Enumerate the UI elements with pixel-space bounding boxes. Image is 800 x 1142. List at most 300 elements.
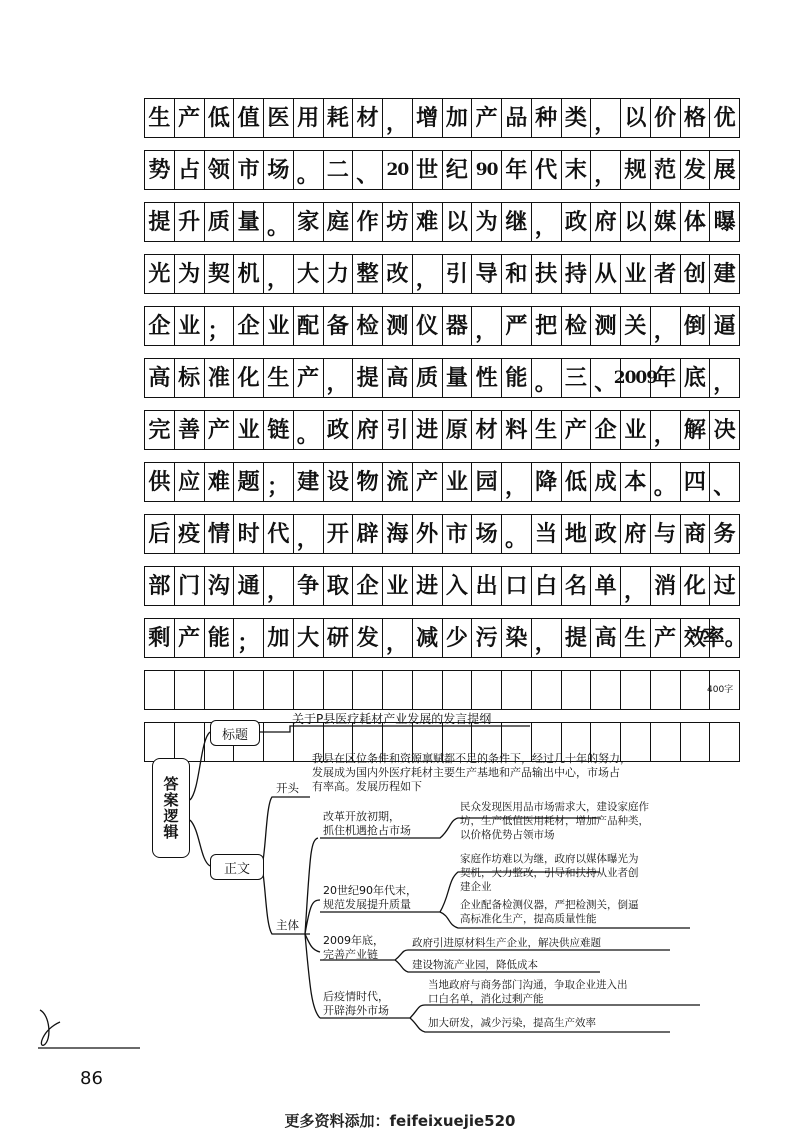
grid-cell: 流 (383, 463, 413, 501)
grid-cell: 业 (175, 307, 205, 345)
grid-cell: 年 (502, 151, 532, 189)
grid-cell: 后 (145, 515, 175, 553)
grid-cell: 高 (383, 359, 413, 397)
grid-row (144, 410, 740, 450)
grid-cell: 生 (264, 359, 294, 397)
grid-cell: 规 (621, 151, 651, 189)
grid-cell: 门 (175, 567, 205, 605)
grid-cell: ， (383, 619, 413, 657)
grid-cell: 企 (234, 307, 264, 345)
grid-cell: 家 (294, 203, 324, 241)
grid-cell: 检 (562, 307, 592, 345)
grid-cell: 单 (591, 567, 621, 605)
grid-cell: 研 (324, 619, 354, 657)
grid-cell: 料 (502, 411, 532, 449)
grid-cell: 政 (324, 411, 354, 449)
grid-row (144, 202, 740, 242)
stage-1-name: 改革开放初期， 抓住机遇抢占市场 (323, 810, 411, 837)
grid-cell: 以 (443, 203, 473, 241)
grid-cell: 进 (413, 567, 443, 605)
grid-cell: 业 (621, 255, 651, 293)
grid-cell: 务 (710, 515, 740, 553)
grid-cell (502, 723, 532, 761)
grid-cell: 90 (472, 151, 502, 189)
grid-cell: ， (591, 99, 621, 137)
grid-cell (234, 671, 264, 709)
grid-cell: 种 (532, 99, 562, 137)
title-text: 关于P县医疗耗材产业发展的发言提纲 (292, 712, 492, 726)
grid-cell: 园 (472, 463, 502, 501)
grid-cell: ， (502, 463, 532, 501)
grid-cell: 扶 (532, 255, 562, 293)
grid-cell: 口 (502, 567, 532, 605)
grid-cell: 准 (205, 359, 235, 397)
connector-main-trunk (305, 838, 320, 1018)
grid-cell (145, 723, 175, 761)
grid-cell: 医 (264, 99, 294, 137)
grid-cell (234, 723, 264, 761)
grid-cell: 价 (651, 99, 681, 137)
grid-cell: 市 (443, 515, 473, 553)
grid-cell (472, 723, 502, 761)
grid-cell: 市 (234, 151, 264, 189)
grid-cell: 势 (145, 151, 175, 189)
grid-cell: 剩 (145, 619, 175, 657)
grid-cell: 大 (294, 619, 324, 657)
grid-cell: 为 (175, 255, 205, 293)
grid-cell: 成 (591, 463, 621, 501)
grid-cell: 三 (562, 359, 592, 397)
grid-cell (651, 671, 681, 709)
grid-cell: 生 (621, 619, 651, 657)
grid-cell (681, 671, 711, 709)
grid-cell: 大 (294, 255, 324, 293)
grid-cell: 量 (443, 359, 473, 397)
grid-cell: 作 (353, 203, 383, 241)
grid-cell: 代 (532, 151, 562, 189)
grid-cell: 质 (413, 359, 443, 397)
grid-cell: 供 (145, 463, 175, 501)
grid-cell: 提 (562, 619, 592, 657)
grid-cell: 逼 (710, 307, 740, 345)
grid-cell: 产 (651, 619, 681, 657)
grid-cell (591, 671, 621, 709)
grid-cell: 。 (651, 463, 681, 501)
grid-cell: 化 (681, 567, 711, 605)
grid-cell: 高 (591, 619, 621, 657)
grid-cell: 能 (205, 619, 235, 657)
grid-cell (710, 723, 740, 761)
grid-cell: 场 (472, 515, 502, 553)
grid-cell: 难 (413, 203, 443, 241)
main-label: 主体 (276, 918, 299, 932)
grid-cell: 沟 (205, 567, 235, 605)
grid-cell (264, 671, 294, 709)
grid-cell: 难 (205, 463, 235, 501)
grid-cell: 媒 (651, 203, 681, 241)
grid-cell: 严 (502, 307, 532, 345)
connector-root-body (190, 820, 210, 866)
grid-cell: 产 (205, 411, 235, 449)
grid-cell (562, 723, 592, 761)
mindmap-root: 答案逻辑 (152, 758, 190, 858)
grid-cell: 应 (175, 463, 205, 501)
grid-cell: 器 (443, 307, 473, 345)
grid-row (144, 566, 740, 606)
grid-cell: 材 (472, 411, 502, 449)
answer-grid (144, 98, 747, 774)
stage-4-point-1: 当地政府与商务部门沟通，争取企业进入出 口白名单，消化过剩产能 (428, 979, 628, 1005)
title-node: 标题 (210, 720, 260, 746)
grid-cell: 领 (205, 151, 235, 189)
grid-cell: 业 (234, 411, 264, 449)
connector-body-main (262, 866, 310, 934)
footer-promo: 更多资料添加：feifeixuejie520 (284, 1112, 516, 1130)
grid-cell: 化 (234, 359, 264, 397)
grid-cell (353, 671, 383, 709)
grid-cell: 契 (205, 255, 235, 293)
grid-cell (324, 723, 354, 761)
grid-cell: 业 (443, 463, 473, 501)
grid-cell: 备 (324, 307, 354, 345)
grid-cell: 原 (443, 411, 473, 449)
grid-cell: 设 (324, 463, 354, 501)
grid-cell: 从 (591, 255, 621, 293)
grid-cell: 产 (175, 619, 205, 657)
grid-cell: 府 (621, 515, 651, 553)
grid-cell: 引 (443, 255, 473, 293)
grid-cell: 建 (710, 255, 740, 293)
grid-row (144, 462, 740, 502)
grid-row (144, 618, 747, 658)
grid-cell: 场 (264, 151, 294, 189)
grid-cell: 继 (502, 203, 532, 241)
grid-row (144, 150, 740, 190)
grid-cell: 与 (651, 515, 681, 553)
grid-cell: 用 (294, 99, 324, 137)
connector-stage-3 (320, 950, 670, 972)
grid-cell: 四 (681, 463, 711, 501)
grid-cell: 量 (234, 203, 264, 241)
grid-cell: 为 (472, 203, 502, 241)
grid-cell: 产 (294, 359, 324, 397)
grid-cell: 代 (264, 515, 294, 553)
grid-row (144, 514, 740, 554)
grid-cell: 效 (681, 619, 711, 657)
grid-cell: 光 (145, 255, 175, 293)
grid-cell (205, 723, 235, 761)
grid-row (144, 722, 740, 762)
grid-cell: 链 (264, 411, 294, 449)
grid-cell: 染 (502, 619, 532, 657)
grid-cell: 质 (205, 203, 235, 241)
grid-cell: 情 (205, 515, 235, 553)
grid-cell: 标 (175, 359, 205, 397)
connector-stage-4 (320, 1005, 700, 1032)
grid-cell: 增 (413, 99, 443, 137)
grid-cell: 产 (413, 463, 443, 501)
grid-cell (175, 723, 205, 761)
grid-cell: 建 (294, 463, 324, 501)
grid-cell: 末 (562, 151, 592, 189)
grid-cell: 地 (562, 515, 592, 553)
grid-cell: ， (383, 99, 413, 137)
grid-cell: 把 (532, 307, 562, 345)
grid-cell: 加 (264, 619, 294, 657)
stage-2-point-1: 家庭作坊难以为继，政府以媒体曝光为 契机，大力整改，引导和扶持从业者创 建企业 (460, 853, 639, 893)
grid-cell: 过 (710, 567, 740, 605)
grid-cell: 争 (294, 567, 324, 605)
grid-cell: 本 (621, 463, 651, 501)
grid-cell (532, 723, 562, 761)
grid-cell: 污 (472, 619, 502, 657)
grid-cell: 2009 (621, 359, 651, 397)
grid-cell: 世 (413, 151, 443, 189)
grid-row (144, 306, 740, 346)
grid-cell: 业 (383, 567, 413, 605)
grid-cell: 解 (681, 411, 711, 449)
word-count-label: 400字 (707, 685, 734, 695)
grid-cell: 创 (681, 255, 711, 293)
grid-cell (562, 671, 592, 709)
grid-cell (324, 671, 354, 709)
grid-cell: 坊 (383, 203, 413, 241)
signature-scribble (30, 1000, 150, 1060)
stage-2-point-2: 企业配备检测仪器，严把检测关，倒逼 高标准化生产，提高质量性能 (460, 899, 639, 925)
grid-cell: 出 (472, 567, 502, 605)
grid-cell: 消 (651, 567, 681, 605)
grid-cell: 测 (591, 307, 621, 345)
grid-cell (443, 671, 473, 709)
grid-cell: 开 (324, 515, 354, 553)
grid-cell: 减 (413, 619, 443, 657)
grid-cell: ； (205, 307, 235, 345)
grid-cell (621, 671, 651, 709)
grid-cell (175, 671, 205, 709)
grid-cell: 善 (175, 411, 205, 449)
grid-cell: ， (651, 307, 681, 345)
opening-text: 我县在区位条件和资源禀赋都不足的条件下，经过几十年的努力， 发展成为国内外医疗耗材主要生产基地和产品输出中心，市场占 有率高。发展历程如下 (312, 752, 631, 793)
grid-cell: 当 (532, 515, 562, 553)
grid-cell: 类 (562, 99, 592, 137)
grid-cell: 品 (502, 99, 532, 137)
grid-cell: 占 (175, 151, 205, 189)
grid-cell: 企 (145, 307, 175, 345)
grid-cell: 产 (175, 99, 205, 137)
grid-row (144, 358, 740, 398)
grid-cell: 。 (294, 411, 324, 449)
grid-cell: 优 (710, 99, 740, 137)
grid-cell: 高 (145, 359, 175, 397)
grid-cell: ， (591, 151, 621, 189)
grid-cell: 少 (443, 619, 473, 657)
grid-cell: 范 (651, 151, 681, 189)
grid-cell: 纪 (443, 151, 473, 189)
grid-cell: 企 (353, 567, 383, 605)
grid-cell: 、 (710, 463, 740, 501)
grid-cell (591, 723, 621, 761)
grid-cell: 以 (621, 99, 651, 137)
grid-cell: 力 (324, 255, 354, 293)
grid-cell: 。 (532, 359, 562, 397)
grid-cell: 部 (145, 567, 175, 605)
grid-cell: 二 (324, 151, 354, 189)
grid-cell: 生 (145, 99, 175, 137)
grid-cell (294, 723, 324, 761)
grid-cell (383, 723, 413, 761)
grid-cell: 府 (353, 411, 383, 449)
grid-cell: 业 (264, 307, 294, 345)
grid-cell: 者 (651, 255, 681, 293)
stage-4-point-2: 加大研发，减少污染，提高生产效率 (428, 1017, 596, 1029)
grid-cell: 升 (175, 203, 205, 241)
grid-cell: 提 (353, 359, 383, 397)
grid-cell: 配 (294, 307, 324, 345)
grid-cell: 20 (383, 151, 413, 189)
grid-cell: 机 (234, 255, 264, 293)
grid-row (144, 254, 740, 294)
grid-cell: 低 (562, 463, 592, 501)
grid-cell: 外 (413, 515, 443, 553)
grid-cell (413, 671, 443, 709)
grid-cell: 时 (234, 515, 264, 553)
grid-cell: 。 (502, 515, 532, 553)
grid-cell: 低 (205, 99, 235, 137)
grid-cell: 通 (234, 567, 264, 605)
grid-cell (502, 671, 532, 709)
grid-cell: ， (532, 619, 562, 657)
grid-cell (145, 671, 175, 709)
grid-cell (651, 723, 681, 761)
grid-cell: 海 (383, 515, 413, 553)
grid-row (144, 98, 740, 138)
stage-3-point-2: 建设物流产业园，降低成本 (412, 959, 538, 971)
grid-cell: 生 (532, 411, 562, 449)
grid-cell: 能 (502, 359, 532, 397)
grid-row (144, 670, 740, 710)
grid-cell: 、 (353, 151, 383, 189)
grid-cell: 倒 (681, 307, 711, 345)
grid-cell: 庭 (324, 203, 354, 241)
grid-cell: 整 (353, 255, 383, 293)
grid-cell: ， (324, 359, 354, 397)
grid-cell: 年 (651, 359, 681, 397)
grid-cell: 和 (502, 255, 532, 293)
grid-cell: ， (472, 307, 502, 345)
grid-cell: ， (264, 255, 294, 293)
grid-cell: 曝 (710, 203, 740, 241)
grid-cell: ， (532, 203, 562, 241)
grid-cell: 题 (234, 463, 264, 501)
grid-cell: 测 (383, 307, 413, 345)
grid-cell: 展 (710, 151, 740, 189)
grid-cell (621, 723, 651, 761)
grid-cell: 产 (472, 99, 502, 137)
grid-cell: 性 (472, 359, 502, 397)
grid-cell: 辟 (353, 515, 383, 553)
grid-cell: 产 (562, 411, 592, 449)
grid-cell (205, 671, 235, 709)
grid-cell (413, 723, 443, 761)
grid-cell: 政 (591, 515, 621, 553)
page-number: 86 (80, 1068, 103, 1089)
grid-cell: 关 (621, 307, 651, 345)
opening-label: 开头 (276, 781, 299, 795)
grid-cell: 降 (532, 463, 562, 501)
grid-cell: 商 (681, 515, 711, 553)
connector-stage-1 (320, 818, 600, 838)
grid-cell (294, 671, 324, 709)
grid-cell: 白 (532, 567, 562, 605)
grid-cell: ， (264, 567, 294, 605)
grid-cell: 加 (443, 99, 473, 137)
grid-cell: ， (294, 515, 324, 553)
grid-cell: 入 (443, 567, 473, 605)
grid-cell: 值 (234, 99, 264, 137)
grid-cell: ， (413, 255, 443, 293)
grid-cell: 材 (353, 99, 383, 137)
grid-cell: 企 (591, 411, 621, 449)
grid-cell (472, 671, 502, 709)
grid-cell: 体 (681, 203, 711, 241)
grid-cell: 名 (562, 567, 592, 605)
grid-cell: 、 (591, 359, 621, 397)
grid-cell: ， (651, 411, 681, 449)
grid-cell: 格 (681, 99, 711, 137)
grid-cell: 改 (383, 255, 413, 293)
grid-cell: 完 (145, 411, 175, 449)
grid-cell: 以 (621, 203, 651, 241)
grid-cell: 进 (413, 411, 443, 449)
grid-cell: ， (621, 567, 651, 605)
grid-cell: ； (264, 463, 294, 501)
grid-cell: 导 (472, 255, 502, 293)
grid-cell: ， (710, 359, 740, 397)
grid-cell (532, 671, 562, 709)
grid-cell: 府 (591, 203, 621, 241)
grid-cell: 提 (145, 203, 175, 241)
body-node: 正文 (210, 854, 264, 880)
grid-cell: 。 (264, 203, 294, 241)
grid-cell: 底 (681, 359, 711, 397)
grid-cell: 率。 (710, 619, 740, 657)
grid-cell: 政 (562, 203, 592, 241)
connector-body-opening (262, 797, 310, 866)
grid-cell: 决 (710, 411, 740, 449)
grid-cell: 发 (681, 151, 711, 189)
grid-cell (681, 723, 711, 761)
stage-4-name: 后疫情时代， 开辟海外市场 (323, 990, 389, 1017)
stage-1-point-1: 民众发现医用品市场需求大，建设家庭作 坊，生产低值医用耗材，增加产品种类， 以价格优势占领市场 (460, 801, 649, 841)
stage-2-name: 20世纪90年代末， 规范发展提升质量 (323, 884, 417, 911)
stage-3-point-1: 政府引进原材料生产企业，解决供应难题 (412, 937, 601, 949)
grid-cell (443, 723, 473, 761)
grid-cell: ； (234, 619, 264, 657)
stage-3-name: 2009年底， 完善产业链 (323, 934, 384, 961)
grid-cell: 仪 (413, 307, 443, 345)
grid-cell: 耗 (324, 99, 354, 137)
grid-cell: 取 (324, 567, 354, 605)
grid-cell: 引 (383, 411, 413, 449)
grid-cell: 持 (562, 255, 592, 293)
grid-cell: 物 (353, 463, 383, 501)
grid-cell: 疫 (175, 515, 205, 553)
grid-cell: 。 (294, 151, 324, 189)
grid-cell: 业 (621, 411, 651, 449)
grid-cell (383, 671, 413, 709)
grid-cell: 检 (353, 307, 383, 345)
grid-cell (264, 723, 294, 761)
